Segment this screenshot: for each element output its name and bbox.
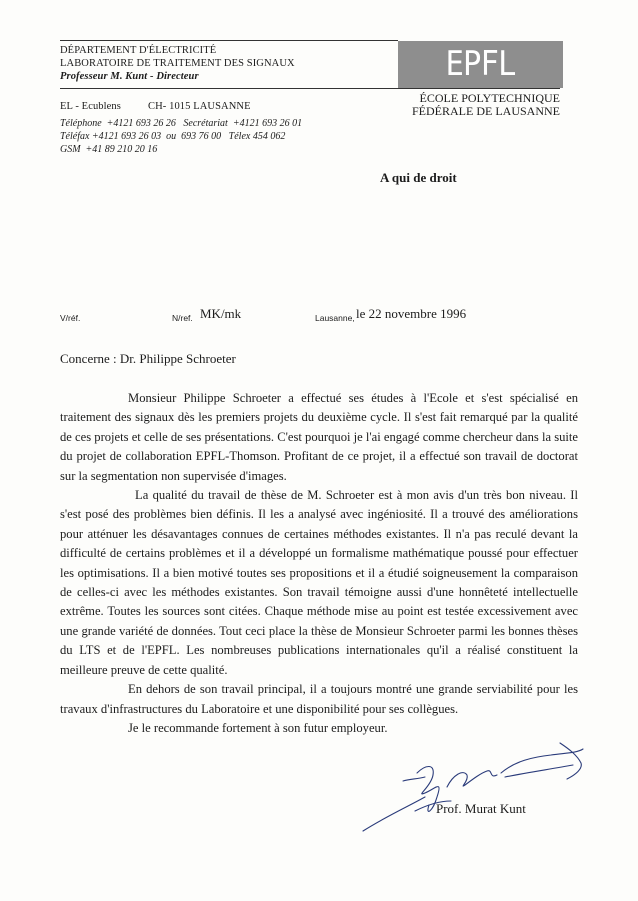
signatory-name: Prof. Murat Kunt <box>436 801 526 816</box>
paragraph-2: La qualité du travail de thèse de M. Schroeter est à mon avis d'un très bon niveau. Il s'est posé des problèmes bien définis. Il les a analysé avec ingéniosité. Il a trouvé des améliorations pour atténuer les désavantages connues de certaines méthodes existantes. Il n'a pas reculé devant la difficulté de certains problèmes et il a développé un formalisme mathématique poussé pour effectuer les optimisations. Il a bien motivé toutes ses propositions et il a étudié soigneusement la comparaison de celles-ci avec les méthodes existantes. Son travail témoigne aussi d'une honnêteté intellectuelle extrême. Toutes les sources sont citées. Chaque méthode mise au point est testée excessivement avec une grande variété de données. Tout ceci place la thèse de Monsieur Schroeter parmi les bonnes thèses du LTS et de l'EPFL. Les nombreuses publications internationales qu'il a réalisé constituent la meilleure preuve de cette qualité. <box>60 488 578 677</box>
gsm-line: GSM +41 89 210 20 16 <box>60 144 158 155</box>
address-place: EL - Ecublens <box>60 101 121 112</box>
school-name-line1: ÉCOLE POLYTECHNIQUE <box>419 91 560 105</box>
director-line: Professeur M. Kunt - Directeur <box>60 71 199 82</box>
laboratory-name: LABORATOIRE DE TRAITEMENT DES SIGNAUX <box>60 58 295 69</box>
subject-line: Concerne : Dr. Philippe Schroeter <box>60 351 236 366</box>
vref-label: V/réf. <box>60 313 81 323</box>
letter-date: le 22 novembre 1996 <box>356 306 467 321</box>
recipient-line: A qui de droit <box>380 170 457 185</box>
header-top-rule <box>60 40 398 41</box>
epfl-logo-text: EPFL <box>445 44 516 84</box>
epfl-logo <box>398 41 563 88</box>
letter-body <box>60 389 578 738</box>
department-name: DÉPARTEMENT D'ÉLECTRICITÉ <box>60 45 217 56</box>
header-bottom-rule <box>60 88 560 89</box>
paragraph-3: En dehors de son travail principal, il a toujours montré une grande serviabilité pour les travaux d'infrastructures du Laboratoire et une disponibilité pour ses collègues. <box>60 682 578 716</box>
fax-line: Téléfax +4121 693 26 03 ou 693 76 00 Télex 454 062 <box>60 131 286 142</box>
phone-line: Téléphone +4121 693 26 26 Secrétariat +4121 693 26 01 <box>60 118 303 129</box>
address-city: CH- 1015 LAUSANNE <box>148 101 251 112</box>
paragraph-4: Je le recommande fortement à son futur employeur. <box>128 720 388 735</box>
nref-label: N/ref. <box>172 313 193 323</box>
school-name-line2: FÉDÉRALE DE LAUSANNE <box>412 104 560 118</box>
paragraph-1: Monsieur Philippe Schroeter a effectué ses études à l'Ecole et s'est spécialisé en traitement des signaux dès les premiers projets du deuxième cycle. Il s'est fait remarqué par la qualité de ces projets et celle de ses présentations. C'est pourquoi je l'ai engagé comme chercheur dans la suite du projet de collaboration EPFL-Thomson. Profitant de ce projet, il a effectué son travail de doctorat sur la segmentation non supervisée d'images. <box>60 391 578 483</box>
nref-value: MK/mk <box>200 306 242 321</box>
handwritten-signature <box>355 735 595 835</box>
place-label: Lausanne, <box>315 313 355 323</box>
